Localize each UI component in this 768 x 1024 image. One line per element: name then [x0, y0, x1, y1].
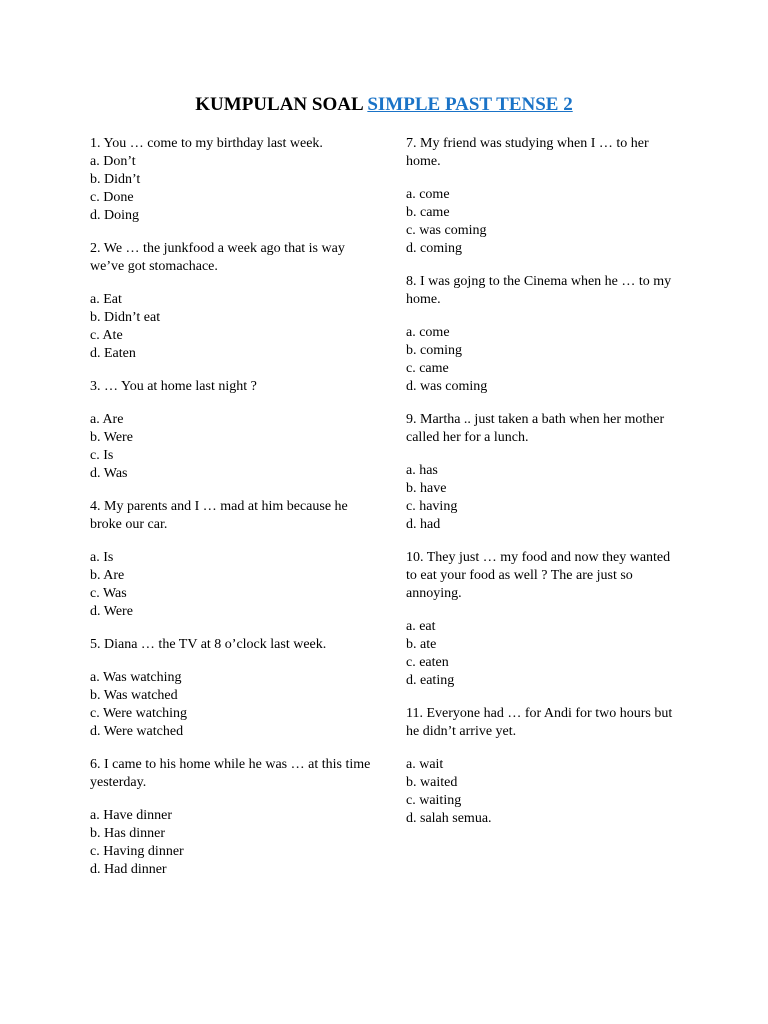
answer-option: d. was coming — [406, 379, 488, 394]
question-text: 7. My friend was studying when I … to her home. — [406, 136, 649, 169]
question-text: 1. You … come to my birthday last week. — [90, 136, 323, 151]
right-question-column — [406, 135, 678, 843]
question-item — [90, 756, 372, 879]
question-item — [406, 549, 678, 690]
answer-option: a. Is — [90, 550, 114, 565]
answer-option: d. had — [406, 517, 441, 532]
answer-option: a. Don’t — [90, 154, 136, 169]
answer-option: a. come — [406, 325, 450, 340]
answer-option: b. coming — [406, 343, 462, 358]
answer-option: b. ate — [406, 637, 437, 652]
answer-options — [90, 807, 372, 879]
answer-option: b. Didn’t — [90, 172, 141, 187]
answer-option: b. Didn’t eat — [90, 310, 161, 325]
answer-option: a. Are — [90, 412, 124, 427]
question-item — [406, 705, 678, 828]
answer-option: c. waiting — [406, 793, 462, 808]
answer-option: a. Was watching — [90, 670, 182, 685]
answer-option: d. Were — [90, 604, 133, 619]
question-item — [406, 273, 678, 396]
answer-option: b. waited — [406, 775, 458, 790]
answer-option: c. Were watching — [90, 706, 187, 721]
question-text: 10. They just … my food and now they wanted to eat your food as well ? The are just so annoying. — [406, 550, 671, 601]
answer-options — [406, 462, 678, 534]
answer-option: d. coming — [406, 241, 462, 256]
answer-option: d. Was — [90, 466, 128, 481]
answer-option: b. came — [406, 205, 450, 220]
answer-option: c. Done — [90, 190, 134, 205]
question-item — [406, 411, 678, 534]
answer-options — [406, 324, 678, 396]
question-spacer — [406, 741, 678, 756]
answer-options — [406, 618, 678, 690]
answer-option: d. salah semua. — [406, 811, 492, 826]
question-text: 11. Everyone had … for Andi for two hours but he didn’t arrive yet. — [406, 706, 673, 739]
answer-option: b. Were — [90, 430, 133, 445]
answer-options — [406, 186, 678, 258]
question-spacer — [90, 792, 372, 807]
question-spacer — [90, 534, 372, 549]
title-prefix: KUMPULAN SOAL — [195, 94, 363, 115]
answer-option: c. Having dinner — [90, 844, 184, 859]
answer-option: a. come — [406, 187, 450, 202]
question-spacer — [90, 276, 372, 291]
question-spacer — [406, 603, 678, 618]
question-item — [406, 135, 678, 258]
answer-option: a. Eat — [90, 292, 122, 307]
question-text: 2. We … the junkfood a week ago that is way we’ve got stomachace. — [90, 241, 345, 274]
answer-options — [406, 756, 678, 828]
question-spacer — [406, 309, 678, 324]
answer-option: c. Was — [90, 586, 127, 601]
answer-options — [90, 291, 372, 363]
answer-option: c. having — [406, 499, 458, 514]
answer-options — [90, 153, 372, 225]
answer-option: b. have — [406, 481, 447, 496]
question-text: 9. Martha .. just taken a bath when her mother called her for a lunch. — [406, 412, 665, 445]
question-spacer — [406, 447, 678, 462]
answer-option: a. wait — [406, 757, 444, 772]
answer-option: c. came — [406, 361, 449, 376]
answer-option: c. Ate — [90, 328, 123, 343]
answer-option: b. Was watched — [90, 688, 178, 703]
question-item — [90, 378, 372, 483]
answer-option: c. eaten — [406, 655, 449, 670]
answer-options — [90, 669, 372, 741]
question-item — [90, 498, 372, 621]
question-spacer — [406, 171, 678, 186]
question-item — [90, 135, 372, 225]
answer-option: d. Doing — [90, 208, 139, 223]
answer-options — [90, 411, 372, 483]
question-spacer — [90, 654, 372, 669]
question-text: 6. I came to his home while he was … at this time yesterday. — [90, 757, 371, 790]
answer-option: c. was coming — [406, 223, 487, 238]
question-text: 5. Diana … the TV at 8 o’clock last week. — [90, 637, 327, 652]
answer-options — [90, 549, 372, 621]
answer-option: c. Is — [90, 448, 114, 463]
answer-option: d. Eaten — [90, 346, 136, 361]
answer-option: b. Has dinner — [90, 826, 166, 841]
left-question-column — [90, 135, 372, 894]
question-item — [90, 240, 372, 363]
question-text: 8. I was gojng to the Cinema when he … to my home. — [406, 274, 672, 307]
answer-option: a. Have dinner — [90, 808, 173, 823]
question-text: 4. My parents and I … mad at him because he broke our car. — [90, 499, 348, 532]
question-text: 3. … You at home last night ? — [90, 379, 257, 394]
answer-option: a. has — [406, 463, 438, 478]
answer-option: d. Had dinner — [90, 862, 167, 877]
title-link[interactable]: SIMPLE PAST TENSE 2 — [367, 94, 573, 115]
answer-option: a. eat — [406, 619, 436, 634]
page-title — [0, 93, 768, 117]
answer-option: b. Are — [90, 568, 125, 583]
question-spacer — [90, 396, 372, 411]
answer-option: d. Were watched — [90, 724, 184, 739]
answer-option: d. eating — [406, 673, 455, 688]
question-item — [90, 636, 372, 741]
